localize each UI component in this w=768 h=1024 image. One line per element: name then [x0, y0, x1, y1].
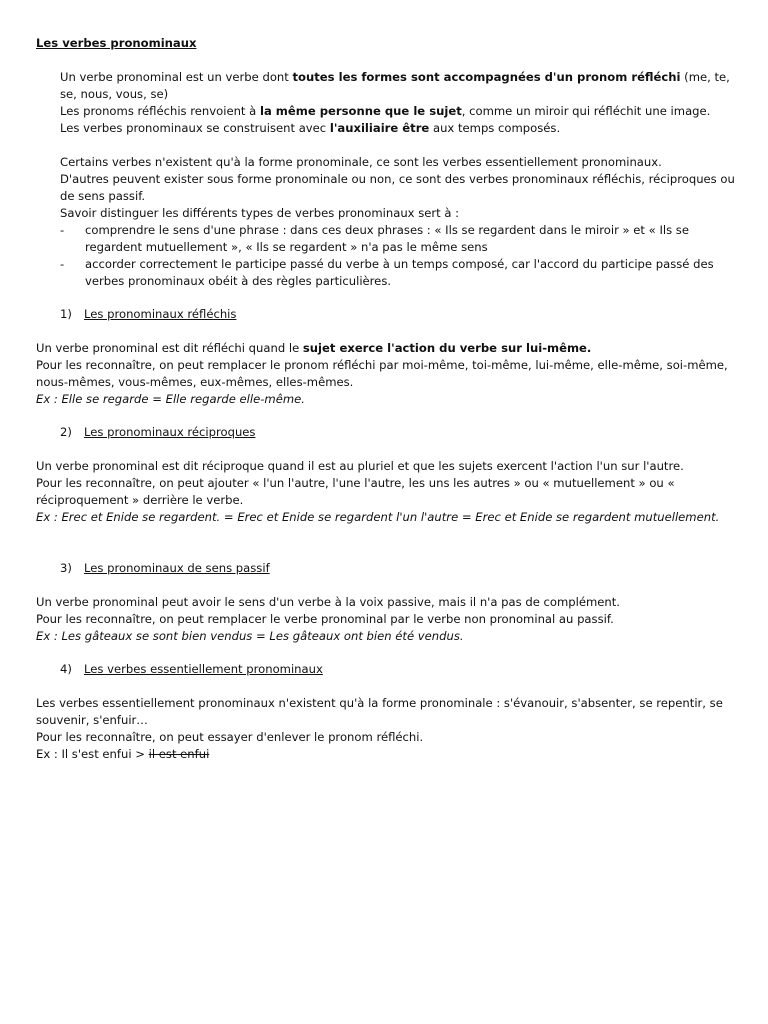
bullet-text: accorder correctement le participe passé du verbe à un temps composé, car l'accord du participe passé des verbes pronominaux obéit à des règles particulières. [85, 257, 714, 288]
section-1-example: Ex : Elle se regarde = Elle regarde elle-même. [36, 392, 305, 406]
struck-text: il est enfui [148, 747, 210, 761]
bold-run: sujet exerce l'action du verbe sur lui-même. [302, 341, 592, 355]
section-label: Les verbes essentiellement pronominaux [84, 662, 323, 676]
intro-others: D'autres peuvent exister sous forme pronominale ou non, ce sont des verbes pronominaux réfléchis, réciproques ou de sens passif. [60, 172, 735, 203]
intro-pronouns [60, 103, 740, 120]
text-run: Un verbe pronominal est un verbe dont [60, 70, 293, 84]
section-1-body [36, 340, 736, 408]
section-1-definition [36, 340, 736, 357]
section-4-example [36, 746, 736, 763]
intro-block [60, 69, 740, 290]
section-4-body [36, 695, 736, 763]
section-3-example: Ex : Les gâteaux se sont bien vendus = Les gâteaux ont bien été vendus. [36, 629, 464, 643]
section-3-heading [60, 560, 270, 577]
bullet-item [60, 222, 740, 256]
section-3-body [36, 594, 736, 645]
intro-essential: Certains verbes n'existent qu'à la forme pronominale, ce sont les verbes essentiellement pronominaux. [60, 155, 662, 169]
section-number: 3) [60, 561, 72, 575]
text-run: Les pronoms réfléchis renvoient à [60, 104, 260, 118]
section-3-recognition: Pour les reconnaître, on peut remplacer le verbe pronominal par le verbe non pronominal au passif. [36, 612, 614, 626]
text-run: Un verbe pronominal est dit réfléchi quand le [36, 341, 303, 355]
bold-run: l'auxiliaire être [329, 121, 430, 135]
section-label: Les pronominaux de sens passif [84, 561, 270, 575]
bold-run: la même personne que le sujet [259, 104, 462, 118]
bullet-text: comprendre le sens d'une phrase : dans ces deux phrases : « Ils se regardent dans le miroir » et « Ils se regardent mutuellement », « Ils se regardent » n'a pas le même sens [85, 223, 689, 254]
bullet-item [60, 256, 740, 290]
section-1-heading [60, 306, 236, 323]
section-2-body [36, 458, 736, 526]
section-4-recognition: Pour les reconnaître, on peut essayer d'enlever le pronom réfléchi. [36, 730, 424, 744]
page-title: Les verbes pronominaux [36, 36, 197, 50]
intro-purpose: Savoir distinguer les différents types de verbes pronominaux sert à : [60, 206, 460, 220]
section-2-recognition: Pour les reconnaître, on peut ajouter « l'un l'autre, l'une l'autre, les uns les autres » ou « mutuellement » ou « réciproquement » derrière le verbe. [36, 476, 675, 507]
section-4-heading [60, 661, 323, 678]
intro-definition [60, 69, 740, 103]
section-4-definition: Les verbes essentiellement pronominaux n'existent qu'à la forme pronominale : s'évanouir, s'absenter, se repentir, se souvenir, s'enfuir… [36, 696, 723, 727]
section-2-definition: Un verbe pronominal est dit réciproque quand il est au pluriel et que les sujets exercent l'action l'un sur l'autre. [36, 459, 684, 473]
intro-auxiliary [60, 120, 740, 137]
section-3-definition: Un verbe pronominal peut avoir le sens d'un verbe à la voix passive, mais il n'a pas de complément. [36, 595, 620, 609]
dash-marker: - [60, 223, 65, 237]
text-run: Les verbes pronominaux se construisent avec [60, 121, 330, 135]
section-label: Les pronominaux réfléchis [84, 307, 237, 321]
section-2-heading [60, 424, 255, 441]
text-run: (me, te, se, nous, vous, se) [60, 70, 730, 101]
section-1-recognition: Pour les reconnaître, on peut remplacer le pronom réfléchi par moi-même, toi-même, lui-même, elle-même, soi-même, nous-mêmes, vous-mêmes, eux-mêmes, elles-mêmes. [36, 358, 728, 389]
section-2-example: Ex : Erec et Enide se regardent. = Erec et Enide se regardent l'un l'autre = Erec et Enide se regardent mutuellement. [36, 510, 720, 524]
text-run: Ex : Il s'est enfui > [36, 747, 149, 761]
section-number: 2) [60, 425, 72, 439]
bold-run: toutes les formes sont accompagnées d'un pronom réfléchi [292, 70, 681, 84]
text-run: , comme un miroir qui réfléchit une image. [461, 104, 711, 118]
section-number: 1) [60, 307, 72, 321]
text-run: aux temps composés. [429, 121, 561, 135]
section-number: 4) [60, 662, 72, 676]
section-label: Les pronominaux réciproques [84, 425, 256, 439]
dash-marker: - [60, 257, 65, 271]
